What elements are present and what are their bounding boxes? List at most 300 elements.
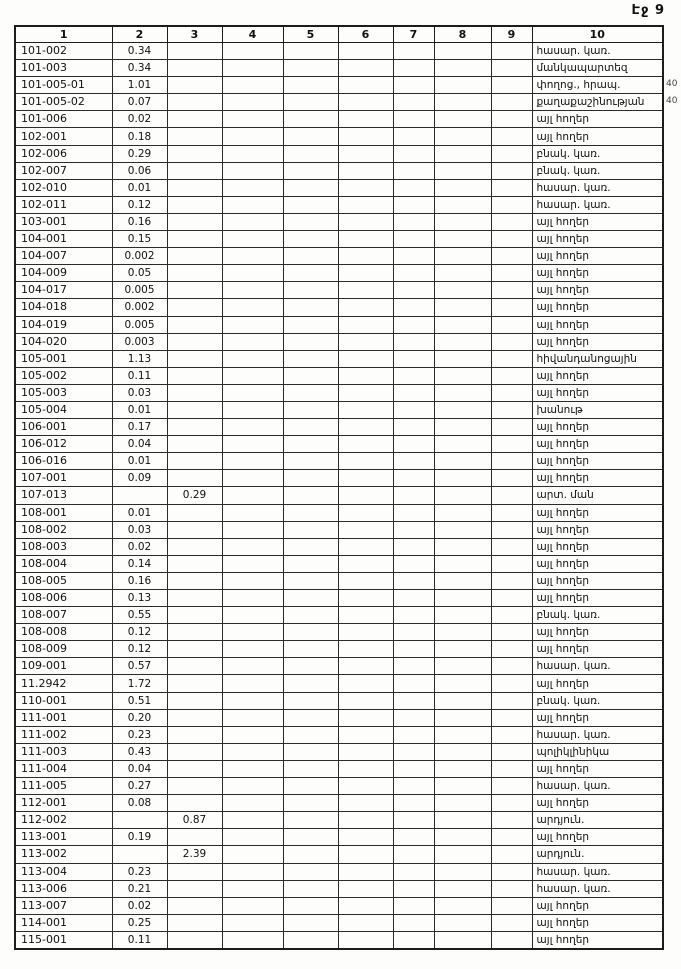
- table-row: [15, 145, 663, 162]
- value-cell: [338, 795, 393, 812]
- value-cell: [434, 282, 491, 299]
- value-cell: [434, 897, 491, 914]
- value-cell: [434, 812, 491, 829]
- value-cell: 0.55: [112, 607, 167, 624]
- category-cell: արդյուն.: [532, 812, 663, 829]
- value-cell: [167, 453, 222, 470]
- value-cell: 0.51: [112, 692, 167, 709]
- value-cell: [434, 760, 491, 777]
- value-cell: [393, 299, 434, 316]
- category-cell: այլ հողեր: [532, 384, 663, 401]
- value-cell: [222, 726, 283, 743]
- code-cell: 11.2942: [15, 675, 112, 692]
- value-cell: [434, 367, 491, 384]
- value-cell: [434, 641, 491, 658]
- value-cell: [434, 470, 491, 487]
- value-cell: [491, 162, 532, 179]
- value-cell: [222, 812, 283, 829]
- code-cell: 113-007: [15, 897, 112, 914]
- value-cell: [167, 778, 222, 795]
- value-cell: [222, 880, 283, 897]
- value-cell: [283, 43, 338, 60]
- value-cell: [338, 743, 393, 760]
- value-cell: [491, 897, 532, 914]
- value-cell: [222, 94, 283, 111]
- value-cell: [434, 795, 491, 812]
- value-cell: [283, 931, 338, 949]
- value-cell: 0.07: [112, 94, 167, 111]
- code-cell: 106-001: [15, 419, 112, 436]
- value-cell: [338, 709, 393, 726]
- value-cell: 0.01: [112, 453, 167, 470]
- value-cell: [491, 43, 532, 60]
- value-cell: [167, 333, 222, 350]
- value-cell: [491, 624, 532, 641]
- table-row: [15, 726, 663, 743]
- value-cell: [283, 436, 338, 453]
- value-cell: [283, 538, 338, 555]
- value-cell: [167, 829, 222, 846]
- table-row: [15, 248, 663, 265]
- code-cell: 111-005: [15, 778, 112, 795]
- value-cell: [222, 436, 283, 453]
- value-cell: 0.43: [112, 743, 167, 760]
- value-cell: [434, 504, 491, 521]
- value-cell: [338, 914, 393, 931]
- value-cell: [167, 145, 222, 162]
- table-row: [15, 709, 663, 726]
- column-header: 1: [15, 26, 112, 43]
- value-cell: [393, 179, 434, 196]
- value-cell: [491, 709, 532, 726]
- value-cell: [283, 453, 338, 470]
- code-cell: 110-001: [15, 692, 112, 709]
- value-cell: [434, 162, 491, 179]
- value-cell: [393, 453, 434, 470]
- value-cell: [167, 743, 222, 760]
- value-cell: [434, 521, 491, 538]
- value-cell: [338, 350, 393, 367]
- value-cell: 0.002: [112, 248, 167, 265]
- value-cell: [167, 316, 222, 333]
- value-cell: [283, 897, 338, 914]
- value-cell: [283, 624, 338, 641]
- value-cell: [393, 641, 434, 658]
- table-row: [15, 829, 663, 846]
- category-cell: այլ հողեր: [532, 760, 663, 777]
- table-row: [15, 931, 663, 949]
- value-cell: [393, 897, 434, 914]
- value-cell: 0.20: [112, 709, 167, 726]
- value-cell: [283, 196, 338, 213]
- value-cell: [338, 43, 393, 60]
- value-cell: [167, 128, 222, 145]
- table-row: [15, 538, 663, 555]
- value-cell: [338, 248, 393, 265]
- value-cell: [283, 470, 338, 487]
- value-cell: [393, 60, 434, 77]
- value-cell: [167, 94, 222, 111]
- value-cell: [338, 829, 393, 846]
- value-cell: [222, 709, 283, 726]
- value-cell: [283, 863, 338, 880]
- value-cell: [222, 846, 283, 863]
- category-cell: բնակ. կառ.: [532, 145, 663, 162]
- category-cell: այլ հողեր: [532, 419, 663, 436]
- category-cell: այլ հողեր: [532, 316, 663, 333]
- value-cell: [338, 521, 393, 538]
- value-cell: [283, 846, 338, 863]
- table-row: [15, 333, 663, 350]
- value-cell: [434, 128, 491, 145]
- value-cell: 0.14: [112, 555, 167, 572]
- value-cell: [338, 555, 393, 572]
- value-cell: [338, 94, 393, 111]
- value-cell: [338, 367, 393, 384]
- value-cell: 0.57: [112, 658, 167, 675]
- value-cell: [222, 555, 283, 572]
- table-row: [15, 350, 663, 367]
- value-cell: [393, 572, 434, 589]
- value-cell: [338, 675, 393, 692]
- value-cell: [167, 350, 222, 367]
- value-cell: [283, 521, 338, 538]
- value-cell: [283, 77, 338, 94]
- value-cell: [491, 863, 532, 880]
- category-cell: բնակ. կառ.: [532, 162, 663, 179]
- code-cell: 113-002: [15, 846, 112, 863]
- value-cell: [393, 658, 434, 675]
- value-cell: [167, 248, 222, 265]
- value-cell: [393, 743, 434, 760]
- code-cell: 105-001: [15, 350, 112, 367]
- category-cell: այլ հողեր: [532, 931, 663, 949]
- value-cell: [222, 829, 283, 846]
- value-cell: [283, 419, 338, 436]
- value-cell: [338, 607, 393, 624]
- value-cell: [283, 231, 338, 248]
- value-cell: [222, 675, 283, 692]
- value-cell: [338, 590, 393, 607]
- value-cell: [338, 77, 393, 94]
- value-cell: [393, 77, 434, 94]
- category-cell: այլ հողեր: [532, 282, 663, 299]
- value-cell: [222, 60, 283, 77]
- value-cell: [283, 880, 338, 897]
- value-cell: [283, 384, 338, 401]
- value-cell: [434, 384, 491, 401]
- table-row: [15, 401, 663, 418]
- value-cell: [167, 914, 222, 931]
- table-row: [15, 521, 663, 538]
- value-cell: [167, 384, 222, 401]
- code-cell: 104-020: [15, 333, 112, 350]
- value-cell: [338, 196, 393, 213]
- value-cell: [222, 453, 283, 470]
- value-cell: [167, 367, 222, 384]
- value-cell: [283, 778, 338, 795]
- value-cell: [338, 436, 393, 453]
- value-cell: [167, 675, 222, 692]
- table-row: [15, 778, 663, 795]
- code-cell: 108-001: [15, 504, 112, 521]
- value-cell: [393, 367, 434, 384]
- category-cell: այլ հողեր: [532, 914, 663, 931]
- value-cell: [338, 231, 393, 248]
- value-cell: 0.02: [112, 897, 167, 914]
- value-cell: [222, 931, 283, 949]
- category-cell: այլ հողեր: [532, 213, 663, 230]
- value-cell: [222, 77, 283, 94]
- value-cell: [491, 282, 532, 299]
- value-cell: [283, 795, 338, 812]
- value-cell: [338, 880, 393, 897]
- table-row: [15, 692, 663, 709]
- value-cell: [491, 145, 532, 162]
- category-cell: այլ հողեր: [532, 367, 663, 384]
- code-cell: 107-001: [15, 470, 112, 487]
- value-cell: [167, 863, 222, 880]
- value-cell: 0.87: [167, 812, 222, 829]
- table-row: [15, 897, 663, 914]
- table-row: [15, 162, 663, 179]
- value-cell: [393, 419, 434, 436]
- value-cell: [283, 743, 338, 760]
- value-cell: [167, 521, 222, 538]
- value-cell: [491, 77, 532, 94]
- value-cell: [434, 624, 491, 641]
- value-cell: [434, 743, 491, 760]
- value-cell: [434, 145, 491, 162]
- value-cell: [338, 692, 393, 709]
- code-cell: 108-009: [15, 641, 112, 658]
- column-header: 7: [393, 26, 434, 43]
- table-row: [15, 795, 663, 812]
- table-row: [15, 299, 663, 316]
- category-cell: հասար. կառ.: [532, 880, 663, 897]
- column-header: 6: [338, 26, 393, 43]
- value-cell: [167, 795, 222, 812]
- table-row: [15, 367, 663, 384]
- value-cell: [222, 282, 283, 299]
- value-cell: [491, 231, 532, 248]
- table-row: [15, 384, 663, 401]
- value-cell: 0.13: [112, 590, 167, 607]
- value-cell: [222, 299, 283, 316]
- value-cell: [434, 726, 491, 743]
- code-cell: 102-001: [15, 128, 112, 145]
- value-cell: [491, 692, 532, 709]
- code-cell: 108-006: [15, 590, 112, 607]
- value-cell: [283, 128, 338, 145]
- value-cell: [491, 641, 532, 658]
- value-cell: 0.01: [112, 179, 167, 196]
- value-cell: [222, 43, 283, 60]
- code-cell: 104-001: [15, 231, 112, 248]
- category-cell: արտ. ման: [532, 487, 663, 504]
- value-cell: [222, 658, 283, 675]
- category-cell: այլ հողեր: [532, 675, 663, 692]
- code-cell: 101-005-01: [15, 77, 112, 94]
- value-cell: [338, 333, 393, 350]
- value-cell: [393, 880, 434, 897]
- value-cell: [167, 213, 222, 230]
- code-cell: 112-002: [15, 812, 112, 829]
- value-cell: 1.13: [112, 350, 167, 367]
- value-cell: [434, 692, 491, 709]
- category-cell: այլ հողեր: [532, 795, 663, 812]
- category-cell: այլ հողեր: [532, 504, 663, 521]
- code-cell: 108-003: [15, 538, 112, 555]
- value-cell: [222, 350, 283, 367]
- value-cell: [338, 846, 393, 863]
- value-cell: [491, 726, 532, 743]
- value-cell: [222, 743, 283, 760]
- value-cell: [491, 248, 532, 265]
- column-header: 8: [434, 26, 491, 43]
- code-cell: 112-001: [15, 795, 112, 812]
- value-cell: [434, 77, 491, 94]
- value-cell: [434, 931, 491, 949]
- value-cell: [222, 521, 283, 538]
- page-number-label: Էջ 9: [631, 3, 665, 18]
- value-cell: [222, 914, 283, 931]
- value-cell: [283, 675, 338, 692]
- value-cell: [338, 760, 393, 777]
- code-cell: 103-001: [15, 213, 112, 230]
- value-cell: [167, 760, 222, 777]
- value-cell: [112, 846, 167, 863]
- category-cell: փողոց., հրապ.: [532, 77, 663, 94]
- value-cell: [434, 419, 491, 436]
- value-cell: 0.09: [112, 470, 167, 487]
- value-cell: [283, 829, 338, 846]
- column-header: 10: [532, 26, 663, 43]
- value-cell: [393, 812, 434, 829]
- table-row: [15, 60, 663, 77]
- category-cell: մանկապարտեզ: [532, 60, 663, 77]
- value-cell: [338, 726, 393, 743]
- value-cell: 0.15: [112, 231, 167, 248]
- value-cell: [338, 419, 393, 436]
- value-cell: [222, 692, 283, 709]
- table-row: [15, 128, 663, 145]
- value-cell: [283, 726, 338, 743]
- value-cell: [393, 213, 434, 230]
- value-cell: 0.12: [112, 196, 167, 213]
- value-cell: [491, 384, 532, 401]
- code-cell: 101-006: [15, 111, 112, 128]
- table-row: [15, 436, 663, 453]
- code-cell: 109-001: [15, 658, 112, 675]
- value-cell: [338, 128, 393, 145]
- value-cell: [393, 760, 434, 777]
- value-cell: [393, 538, 434, 555]
- value-cell: [222, 316, 283, 333]
- value-cell: [167, 931, 222, 949]
- category-cell: պոլիկլինիկա: [532, 743, 663, 760]
- value-cell: 0.16: [112, 572, 167, 589]
- value-cell: [283, 282, 338, 299]
- code-cell: 102-006: [15, 145, 112, 162]
- value-cell: [167, 77, 222, 94]
- code-cell: 104-017: [15, 282, 112, 299]
- category-cell: այլ հողեր: [532, 624, 663, 641]
- category-cell: հասար. կառ.: [532, 196, 663, 213]
- table-row: [15, 213, 663, 230]
- value-cell: [434, 196, 491, 213]
- code-cell: 108-004: [15, 555, 112, 572]
- value-cell: [222, 572, 283, 589]
- value-cell: [393, 436, 434, 453]
- value-cell: [222, 590, 283, 607]
- value-cell: [283, 350, 338, 367]
- value-cell: [222, 538, 283, 555]
- value-cell: [393, 863, 434, 880]
- category-cell: հասար. կառ.: [532, 863, 663, 880]
- value-cell: [338, 299, 393, 316]
- value-cell: 0.03: [112, 521, 167, 538]
- value-cell: [283, 213, 338, 230]
- value-cell: [338, 265, 393, 282]
- value-cell: [338, 487, 393, 504]
- table-row: [15, 111, 663, 128]
- value-cell: [167, 111, 222, 128]
- table-row: [15, 94, 663, 111]
- value-cell: [167, 590, 222, 607]
- table-row: [15, 624, 663, 641]
- code-cell: 114-001: [15, 914, 112, 931]
- value-cell: [222, 367, 283, 384]
- value-cell: [167, 196, 222, 213]
- table-row: [15, 419, 663, 436]
- value-cell: 0.21: [112, 880, 167, 897]
- value-cell: [393, 162, 434, 179]
- category-cell: այլ հողեր: [532, 248, 663, 265]
- code-cell: 105-004: [15, 401, 112, 418]
- value-cell: 0.11: [112, 367, 167, 384]
- value-cell: [491, 196, 532, 213]
- table-row: [15, 43, 663, 60]
- value-cell: [338, 778, 393, 795]
- code-cell: 104-019: [15, 316, 112, 333]
- category-cell: քաղաքաշինության: [532, 94, 663, 111]
- value-cell: [283, 658, 338, 675]
- table-row: [15, 743, 663, 760]
- code-cell: 101-003: [15, 60, 112, 77]
- table-body: [15, 43, 663, 949]
- column-header: 5: [283, 26, 338, 43]
- value-cell: [222, 778, 283, 795]
- value-cell: [434, 299, 491, 316]
- table-row: [15, 453, 663, 470]
- value-cell: [222, 333, 283, 350]
- value-cell: 0.03: [112, 384, 167, 401]
- code-cell: 113-006: [15, 880, 112, 897]
- value-cell: [283, 367, 338, 384]
- category-cell: այլ հողեր: [532, 641, 663, 658]
- value-cell: [222, 504, 283, 521]
- value-cell: [222, 231, 283, 248]
- table-row: [15, 590, 663, 607]
- value-cell: 0.02: [112, 538, 167, 555]
- value-cell: [434, 265, 491, 282]
- category-cell: բնակ. կառ.: [532, 607, 663, 624]
- value-cell: [338, 60, 393, 77]
- value-cell: [167, 504, 222, 521]
- table-row: [15, 470, 663, 487]
- value-cell: [434, 829, 491, 846]
